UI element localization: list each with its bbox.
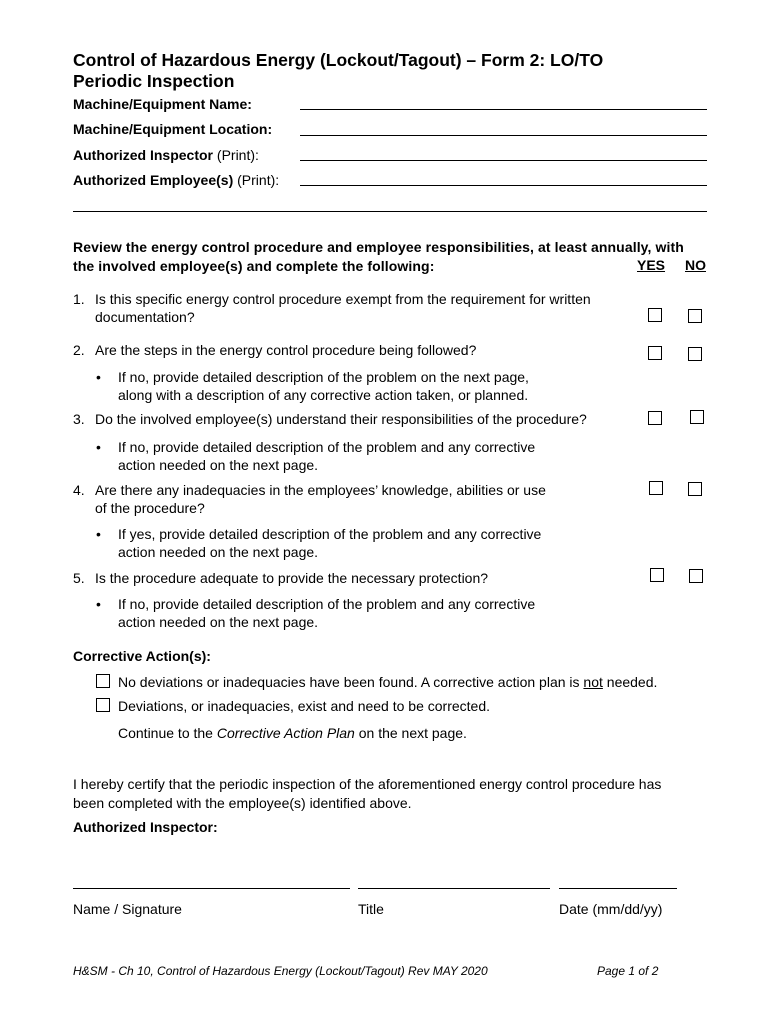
machine-location-field[interactable] xyxy=(300,135,707,136)
authorized-inspector-field[interactable] xyxy=(300,160,707,161)
question-5: 5. Is the procedure adequate to provide the necessary protection? xyxy=(73,570,489,586)
no-column-header: NO xyxy=(685,257,706,273)
bullet-icon: • xyxy=(96,369,101,385)
form-title-line1: Control of Hazardous Energy (Lockout/Tagout) – Form 2: LO/TO xyxy=(73,50,604,70)
question-3-yes-checkbox[interactable] xyxy=(648,411,662,425)
question-4-no-checkbox[interactable] xyxy=(688,482,702,496)
machine-name-label: Machine/Equipment Name: xyxy=(73,96,252,112)
name-signature-label: Name / Signature xyxy=(73,901,182,917)
authorized-employees-field[interactable] xyxy=(300,185,707,186)
title-field[interactable] xyxy=(358,888,550,889)
additional-employees-field[interactable] xyxy=(73,211,707,212)
bullet-icon: • xyxy=(96,526,101,542)
question-1-no-checkbox[interactable] xyxy=(688,309,702,323)
question-3: 3. Do the involved employee(s) understand their responsibilities of the procedure? xyxy=(73,411,587,427)
question-2-no-checkbox[interactable] xyxy=(688,347,702,361)
date-label: Date (mm/dd/yy) xyxy=(559,901,663,917)
machine-name-field[interactable] xyxy=(300,109,707,110)
question-2-note: • If no, provide detailed description of the problem on the next page, along with a description of any corrective action taken, or planned. xyxy=(96,369,529,403)
question-5-no-checkbox[interactable] xyxy=(689,569,703,583)
form-title-line2: Periodic Inspection xyxy=(73,71,235,91)
question-1: 1. Is this specific energy control procedure exempt from the requirement for written documentation? xyxy=(73,291,591,325)
question-4-note: • If yes, provide detailed description of the problem and any corrective action needed on the next page. xyxy=(96,526,542,560)
title-label: Title xyxy=(358,901,384,917)
machine-location-label: Machine/Equipment Location: xyxy=(73,121,273,137)
form-title xyxy=(73,50,603,92)
question-2-yes-checkbox[interactable] xyxy=(648,346,662,360)
question-3-no-checkbox[interactable] xyxy=(690,410,704,424)
deviations-exist-label: Deviations, or inadequacies, exist and need to be corrected. xyxy=(118,698,491,714)
question-4: 4. Are there any inadequacies in the employees’ knowledge, abilities or use of the procedure? xyxy=(73,482,546,516)
review-instructions xyxy=(73,238,733,276)
bullet-icon: • xyxy=(96,439,101,455)
authorized-employees-label: Authorized Employee(s) (Print): xyxy=(73,172,280,188)
question-5-yes-checkbox[interactable] xyxy=(650,568,664,582)
no-deviations-checkbox[interactable] xyxy=(96,674,110,688)
yes-column-header: YES xyxy=(637,257,666,273)
certification-statement: I hereby certify that the periodic inspection of the aforementioned energy control procedure has been completed with the employee(s) identified above. xyxy=(73,776,662,811)
question-1-yes-checkbox[interactable] xyxy=(648,308,662,322)
authorized-inspector-label: Authorized Inspector (Print): xyxy=(73,147,259,163)
corrective-actions-label: Corrective Action(s): xyxy=(73,648,211,664)
deviations-exist-checkbox[interactable] xyxy=(96,698,110,712)
no-deviations-label: No deviations or inadequacies have been found. A corrective action plan is not needed. xyxy=(118,674,658,690)
continue-instruction: Continue to the Corrective Action Plan on the next page. xyxy=(118,725,467,741)
question-2: 2. Are the steps in the energy control procedure being followed? xyxy=(73,342,477,358)
question-5-note: • If no, provide detailed description of the problem and any corrective action needed on the next page. xyxy=(96,596,536,630)
date-field[interactable] xyxy=(559,888,677,889)
page-number: Page 1 of 2 xyxy=(597,964,659,978)
footer-reference: H&SM - Ch 10, Control of Hazardous Energy (Lockout/Tagout) Rev MAY 2020 xyxy=(73,964,488,978)
question-3-note: • If no, provide detailed description of the problem and any corrective action needed on the next page. xyxy=(96,439,536,473)
name-signature-field[interactable] xyxy=(73,888,350,889)
review-instructions-line1: Review the energy control procedure and employee responsibilities, at least annually, with xyxy=(73,239,684,255)
question-4-yes-checkbox[interactable] xyxy=(649,481,663,495)
bullet-icon: • xyxy=(96,596,101,612)
review-instructions-line2: the involved employee(s) and complete the following: xyxy=(73,258,435,274)
authorized-inspector-heading: Authorized Inspector: xyxy=(73,819,218,835)
